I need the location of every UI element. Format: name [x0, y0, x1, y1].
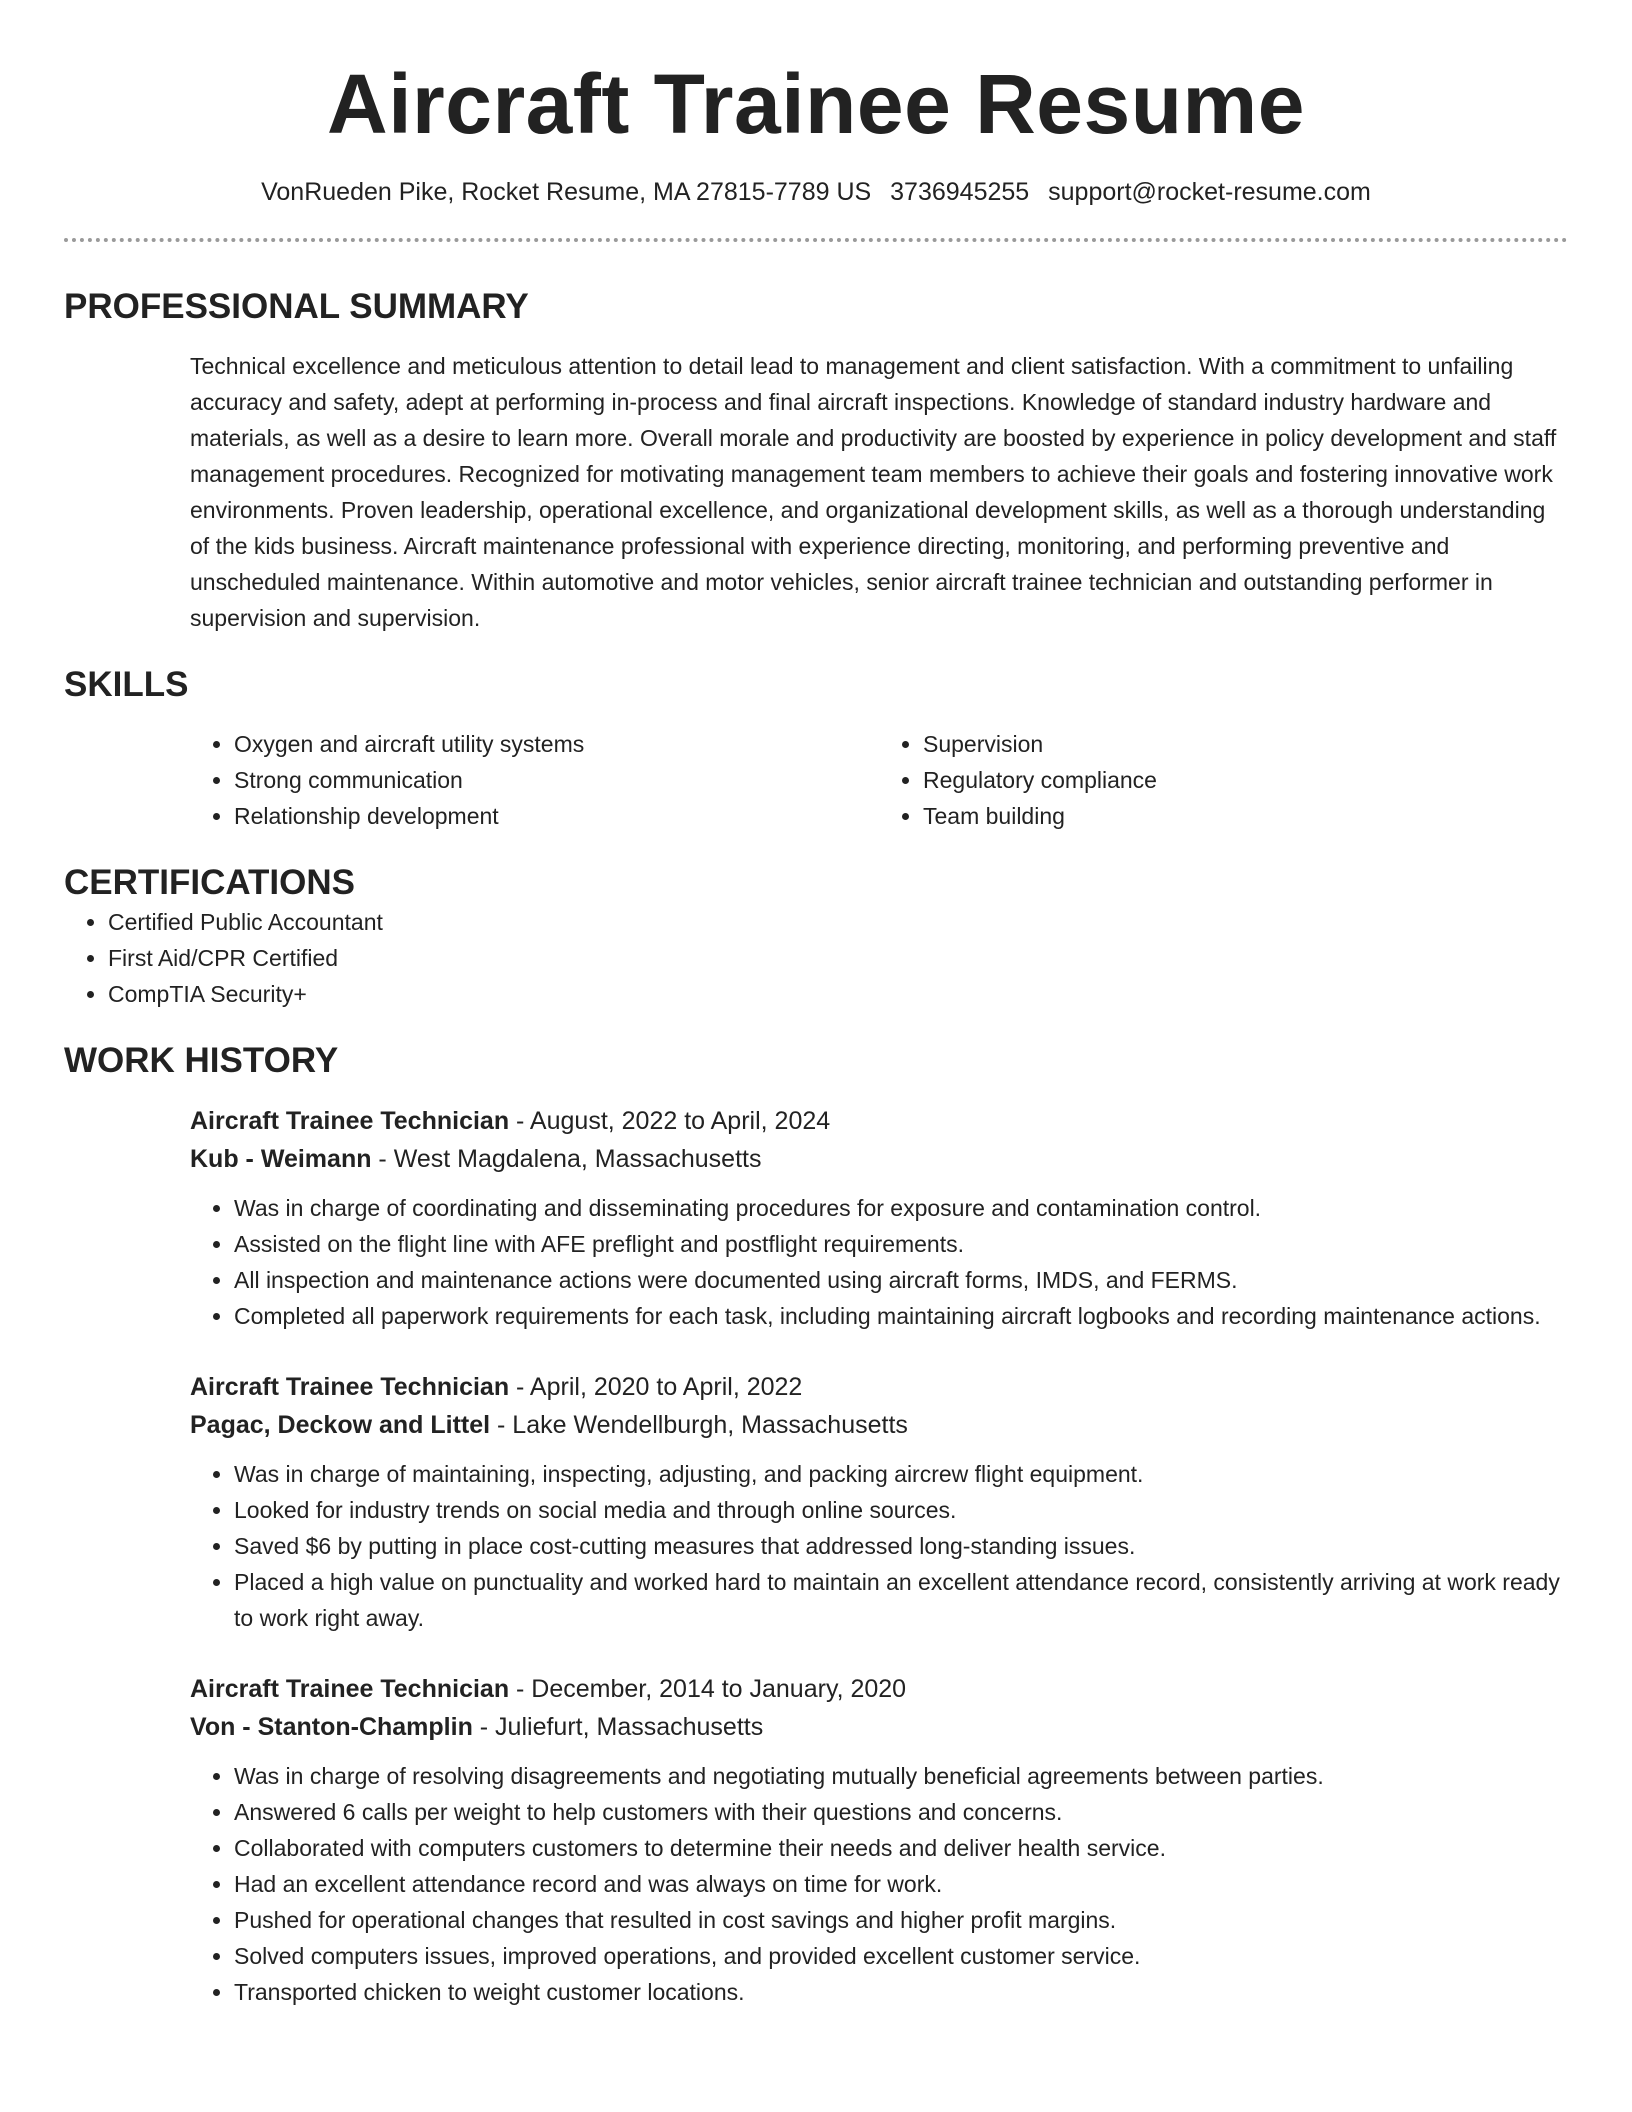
- job-title-line: [190, 1102, 1568, 1140]
- job-bullet: • Assisted on the flight line with AFE preflight and postflight requirements.: [234, 1226, 1568, 1262]
- certifications-heading: CERTIFICATIONS: [64, 863, 356, 902]
- skill-item: • Relationship development: [234, 798, 879, 834]
- contact-line: [64, 176, 1568, 208]
- certification-item: • Certified Public Accountant: [108, 904, 1568, 940]
- job-bullet: • Solved computers issues, improved operations, and provided excellent customer service.: [234, 1938, 1568, 1974]
- job-company-line: [190, 1140, 1568, 1178]
- job-bullets: [190, 1190, 1568, 1334]
- summary-heading: PROFESSIONAL SUMMARY: [64, 287, 529, 326]
- job-bullet: • Completed all paperwork requirements for each task, including maintaining aircraft logbooks and recording maintenance actions.: [234, 1298, 1568, 1334]
- job-company: Kub - Weimann: [190, 1145, 372, 1173]
- resume-page: [64, 0, 1568, 2010]
- job-bullet: • Placed a high value on punctuality and worked hard to maintain an excellent attendance record, consistently arriving at work ready to work right away.: [234, 1564, 1568, 1636]
- job-bullet: • Had an excellent attendance record and was always on time for work.: [234, 1866, 1568, 1902]
- job-title: Aircraft Trainee Technician: [190, 1107, 510, 1135]
- job-company: Von - Stanton-Champlin: [190, 1713, 473, 1741]
- skill-item: • Oxygen and aircraft utility systems: [234, 726, 879, 762]
- work-history-heading: WORK HISTORY: [64, 1041, 339, 1080]
- header-divider: [64, 238, 1568, 242]
- job-bullet: • Was in charge of maintaining, inspecting, adjusting, and packing aircrew flight equipment.: [234, 1456, 1568, 1492]
- job-bullet: • Collaborated with computers customers to determine their needs and deliver health service.: [234, 1830, 1568, 1866]
- job-bullet: • Saved $6 by putting in place cost-cutting measures that addressed long-standing issues.: [234, 1528, 1568, 1564]
- job-location: - Lake Wendellburgh, Massachusetts: [490, 1411, 908, 1439]
- job-bullet: • Was in charge of coordinating and disseminating procedures for exposure and contamination control.: [234, 1190, 1568, 1226]
- job-bullet: • Answered 6 calls per weight to help customers with their questions and concerns.: [234, 1794, 1568, 1830]
- job-dates: - August, 2022 to April, 2024: [509, 1107, 831, 1135]
- job-bullet: • Looked for industry trends on social media and through online sources.: [234, 1492, 1568, 1528]
- skills-heading: SKILLS: [64, 665, 189, 704]
- skill-item: • Strong communication: [234, 762, 879, 798]
- job-company-line: [190, 1708, 1568, 1746]
- job-entry: [190, 1102, 1568, 1334]
- skills-list-left: [190, 726, 879, 834]
- contact-phone: 3736945255: [890, 178, 1030, 206]
- job-bullet: • Pushed for operational changes that resulted in cost savings and higher profit margins.: [234, 1902, 1568, 1938]
- job-location: - Juliefurt, Massachusetts: [472, 1713, 764, 1741]
- job-location: - West Magdalena, Massachusetts: [371, 1145, 762, 1173]
- skill-item: • Supervision: [923, 726, 1568, 762]
- summary-text: Technical excellence and meticulous attention to detail lead to management and client satisfaction. With a commitment to unfailing accuracy and safety, adept at performing in-process and final aircraft inspections. Knowledge of standard industry hardware and materials, as well as a desire to learn more. Overall morale and productivity are boosted by experience in policy development and staff management procedures. Recognized for motivating management team members to achieve their goals and fostering innovative work environments. Proven leadership, operational excellence, and organizational development skills, as well as a thorough understanding of the kids business. Aircraft maintenance professional with experience directing, monitoring, and performing preventive and unscheduled maintenance. Within automotive and motor vehicles, senior aircraft trainee technician and outstanding performer in supervision and supervision.: [190, 353, 1557, 631]
- job-company-line: [190, 1406, 1568, 1444]
- certifications-list: [64, 904, 1568, 1012]
- job-company: Pagac, Deckow and Littel: [190, 1411, 491, 1439]
- skills-list-right: [879, 726, 1568, 834]
- job-entry: [190, 1368, 1568, 1636]
- job-dates: - December, 2014 to January, 2020: [509, 1675, 907, 1703]
- skills-grid: [190, 726, 1568, 834]
- job-bullets: [190, 1456, 1568, 1636]
- job-title: Aircraft Trainee Technician: [190, 1675, 510, 1703]
- resume-title: Aircraft Trainee Resume: [327, 57, 1305, 151]
- job-dates: - April, 2020 to April, 2022: [509, 1373, 803, 1401]
- job-bullets: [190, 1758, 1568, 2010]
- job-title-line: [190, 1368, 1568, 1406]
- skill-item: • Team building: [923, 798, 1568, 834]
- job-title-line: [190, 1670, 1568, 1708]
- contact-address: VonRueden Pike, Rocket Resume, MA 27815-7789 US: [261, 178, 872, 206]
- skill-item: • Regulatory compliance: [923, 762, 1568, 798]
- job-bullet: • Was in charge of resolving disagreements and negotiating mutually beneficial agreements between parties.: [234, 1758, 1568, 1794]
- certification-item: • CompTIA Security+: [108, 976, 1568, 1012]
- certification-item: • First Aid/CPR Certified: [108, 940, 1568, 976]
- job-entry: [190, 1670, 1568, 2010]
- job-bullet: • All inspection and maintenance actions were documented using aircraft forms, IMDS, and FERMS.: [234, 1262, 1568, 1298]
- job-bullet: • Transported chicken to weight customer locations.: [234, 1974, 1568, 2010]
- contact-email: support@rocket-resume.com: [1048, 178, 1371, 206]
- job-title: Aircraft Trainee Technician: [190, 1373, 510, 1401]
